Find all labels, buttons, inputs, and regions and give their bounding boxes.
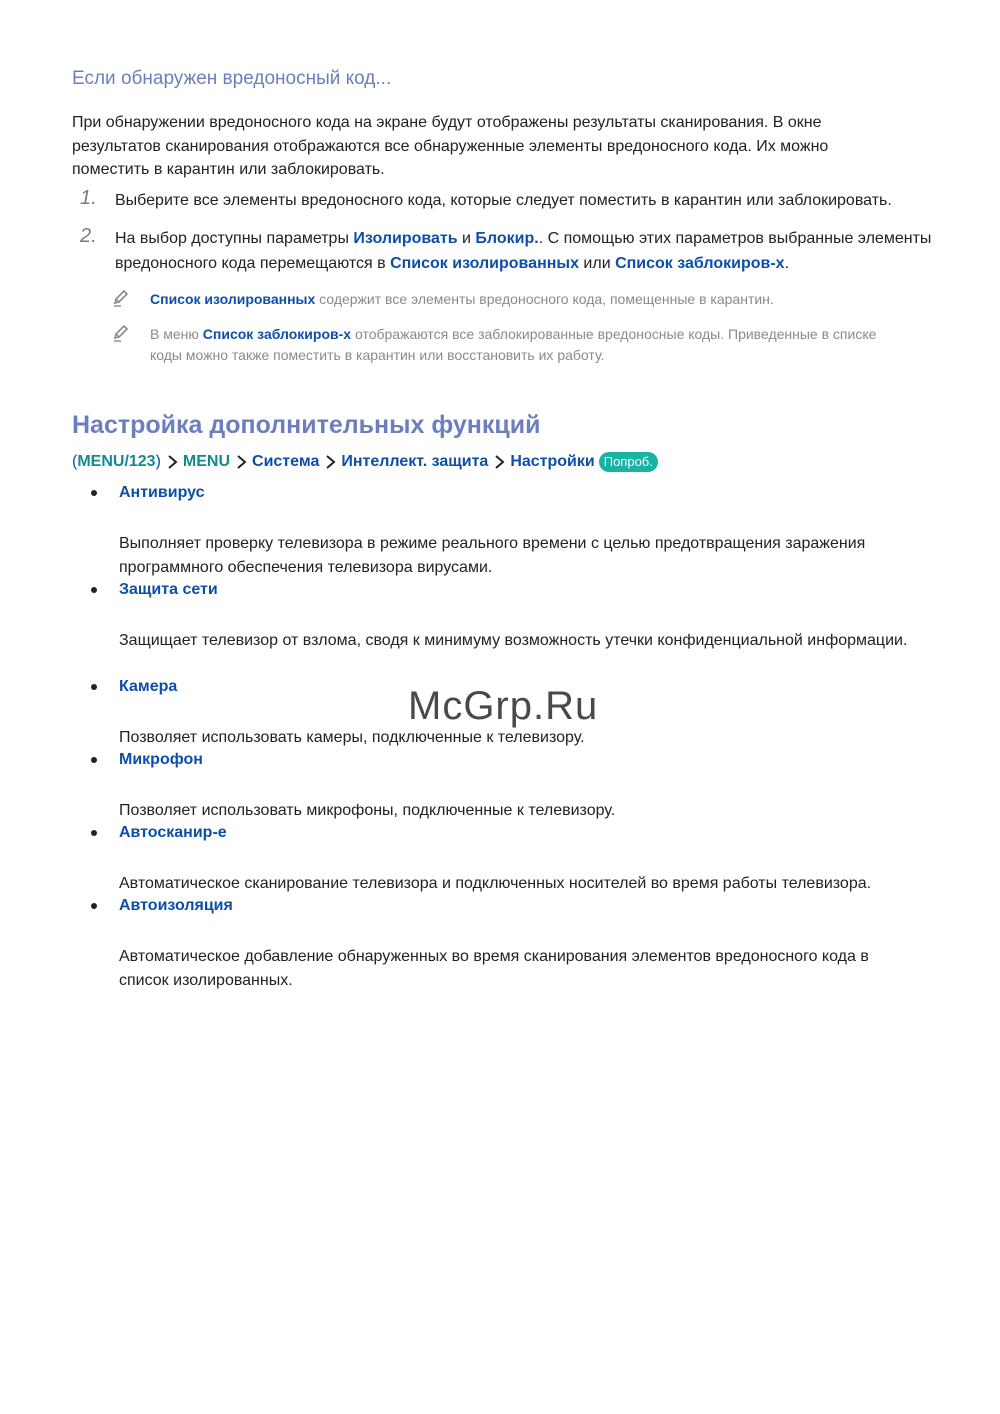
- paren-close: ): [155, 453, 161, 470]
- step-text: [115, 226, 935, 276]
- note-text: [150, 324, 890, 366]
- chevron-right-icon: [324, 454, 338, 470]
- text-segment: содержит все элементы вредоносного кода, помещенные в карантин.: [315, 291, 774, 307]
- breadcrumb-menu123[interactable]: MENU/123: [77, 453, 156, 470]
- text-segment: .: [784, 255, 790, 272]
- paren-open: (: [72, 453, 78, 470]
- step-number: 1.: [80, 187, 97, 209]
- pencil-note-icon: [112, 289, 130, 307]
- text-segment: В меню: [150, 326, 203, 342]
- bullet-icon: [91, 684, 97, 690]
- blocked-list-link[interactable]: Список заблокиров-х: [615, 255, 785, 272]
- isolated-list-link[interactable]: Список изолированных: [150, 291, 316, 307]
- text-segment: отображаются все заблокированные вредоносные коды. Приведенные в списке коды можно также поместить в карантин или восстановить их работу.: [150, 326, 877, 363]
- isolate-option[interactable]: Изолировать: [353, 230, 458, 247]
- bullet-icon: [91, 490, 97, 496]
- step-number: 2.: [80, 225, 97, 247]
- feature-title[interactable]: Автоизоляция: [119, 897, 233, 914]
- bullet-icon: [91, 903, 97, 909]
- feature-description: Автоматическое сканирование телевизора и подключенных носителей во время работы телевизора.: [119, 875, 872, 892]
- breadcrumb: [72, 451, 658, 473]
- section-subheading: Если обнаружен вредоносный код...: [72, 68, 392, 89]
- pencil-note-icon: [112, 324, 130, 342]
- watermark: McGrp.Ru: [408, 684, 599, 728]
- bullet-icon: [91, 757, 97, 763]
- bullet-icon: [91, 830, 97, 836]
- feature-description: Защищает телевизор от взлома, сводя к минимуму возможность утечки конфиденциальной информации.: [119, 632, 908, 649]
- chevron-right-icon: [235, 454, 249, 470]
- feature-title[interactable]: Камера: [119, 678, 178, 695]
- chevron-right-icon: [166, 454, 180, 470]
- feature-title[interactable]: Антивирус: [119, 484, 205, 501]
- text-segment: На выбор доступны параметры: [115, 230, 354, 247]
- feature-description: Позволяет использовать камеры, подключенные к телевизору.: [119, 729, 585, 746]
- breadcrumb-system[interactable]: Система: [252, 453, 320, 470]
- chevron-right-icon: [493, 454, 507, 470]
- blocked-list-link[interactable]: Список заблокиров-х: [202, 326, 352, 342]
- try-now-button[interactable]: Попроб.: [599, 452, 658, 472]
- feature-description: Выполняет проверку телевизора в режиме реального времени с целью предотвращения заражения программного обеспечения телевизора вирусами.: [119, 535, 866, 576]
- breadcrumb-settings[interactable]: Настройки: [510, 453, 595, 470]
- breadcrumb-menu[interactable]: MENU: [182, 453, 231, 470]
- feature-title[interactable]: Автосканир-е: [119, 824, 227, 841]
- feature-description: Автоматическое добавление обнаруженных во время сканирования элементов вредоносного кода в список изолированных.: [119, 948, 869, 989]
- block-option[interactable]: Блокир.: [475, 230, 539, 247]
- breadcrumb-intellect-protection[interactable]: Интеллект. защита: [341, 453, 489, 470]
- intro-paragraph: При обнаружении вредоносного кода на экране будут отображены результаты сканирования. В окне результатов сканирования отображаются все обнаруженные элементы вредоносного кода. Их можно поместить в карантин или заблокировать.: [72, 114, 829, 178]
- text-segment: и: [457, 230, 476, 247]
- feature-description: Позволяет использовать микрофоны, подключенные к телевизору.: [119, 802, 616, 819]
- text-segment: . С помощью этих параметров выбранные элементы вредоносного кода перемещаются в: [115, 230, 932, 272]
- step-text: Выберите все элементы вредоносного кода, которые следует поместить в карантин или заблокировать.: [115, 192, 892, 209]
- page-title: Настройка дополнительных функций: [72, 411, 541, 439]
- feature-title[interactable]: Микрофон: [119, 751, 203, 768]
- isolated-list-link[interactable]: Список изолированных: [390, 255, 579, 272]
- note-text: [150, 289, 890, 310]
- feature-title[interactable]: Защита сети: [119, 581, 218, 598]
- text-segment: или: [578, 255, 616, 272]
- bullet-icon: [91, 587, 97, 593]
